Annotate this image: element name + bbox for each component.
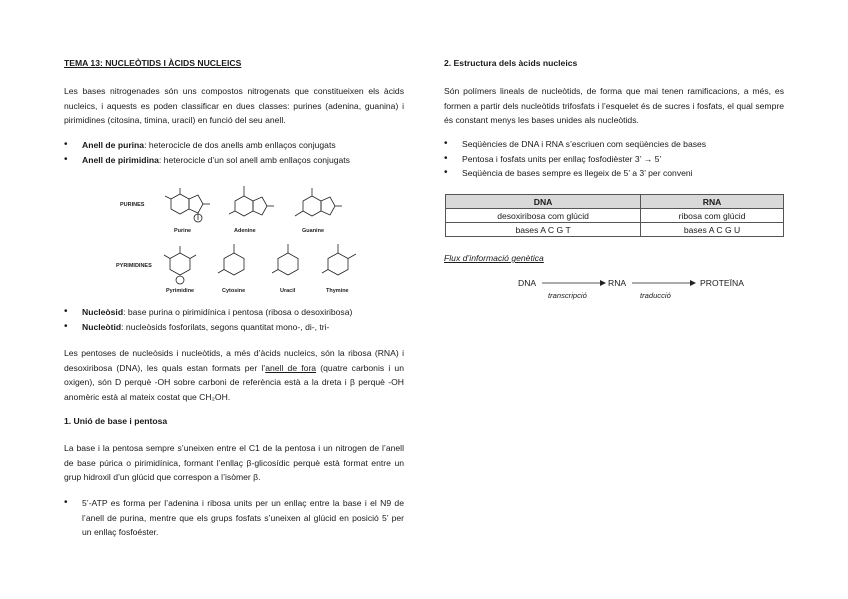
table-row bbox=[446, 209, 784, 223]
thymine-structure bbox=[322, 244, 356, 275]
adenine-structure bbox=[229, 186, 274, 216]
table-row bbox=[446, 223, 784, 237]
flow-protein: PROTEÏNA bbox=[700, 278, 744, 288]
list-item: • Seqüència de bases sempre es llegeix de 5’ a 3’ per conveni bbox=[444, 166, 784, 181]
arrow-head-icon bbox=[690, 280, 696, 286]
purine-structure bbox=[165, 188, 210, 222]
pyrimidines-label: PYRIMIDINES bbox=[116, 263, 152, 269]
nucleoside-list bbox=[64, 305, 404, 334]
flow-step-transcription: transcripció bbox=[548, 291, 587, 300]
ring-list bbox=[64, 138, 404, 167]
pentoses-paragraph: Les pentoses de nucleòsids i nucleòtids, a més d’àcids nucleics, són la ribosa (RNA) i desoxiribosa (DNA), les quals estan formats per l’anell de fora (quatre carbonis i un oxigen), són D perquè -OH sobre carboni de referència està a la dreta i β perquè -OH anomèric està al mateix costat que CH₂OH. bbox=[64, 348, 404, 402]
table-header-dna: DNA bbox=[446, 195, 641, 209]
flux-title: Flux d’informació genètica bbox=[444, 253, 544, 263]
list-item: • Seqüències de DNA i RNA s’escriuen com seqüències de bases bbox=[444, 137, 784, 152]
adenine-label: Adenine bbox=[234, 228, 256, 234]
nitrogenous-bases-figure bbox=[116, 176, 406, 298]
anell-de-fora-link: anell de fora bbox=[265, 362, 317, 373]
flow-step-translation: traducció bbox=[640, 291, 671, 300]
section-2-heading: 2. Estructura dels àcids nucleics bbox=[444, 58, 578, 68]
flow-dna: DNA bbox=[518, 278, 537, 288]
union-paragraph: La base i la pentosa sempre s’uneixen entre el C1 de la pentosa i un nitrogen de l’anell de base púrica o pirimidínica, formant l’enllaç β-glicosídic perquè està format entre un grup hidroxil d’un glúcid que correspon a l’isòmer β. bbox=[64, 443, 404, 482]
list-item: • Anell de purina: heterocicle de dos anells amb enllaços conjugats bbox=[64, 138, 404, 153]
cytosine-label: Cytosine bbox=[222, 288, 246, 294]
table-cell: bases A C G U bbox=[641, 223, 784, 237]
list-item: • Nucleòtid: nucleòsids fosforilats, segons quantitat mono-, di-, tri- bbox=[64, 320, 404, 335]
table-cell: desoxiribosa com glúcid bbox=[446, 209, 641, 223]
table-cell: bases A C G T bbox=[446, 223, 641, 237]
atp-list bbox=[64, 496, 404, 540]
uracil-structure bbox=[272, 244, 298, 275]
flow-rna: RNA bbox=[608, 278, 627, 288]
cytosine-structure bbox=[218, 244, 244, 275]
list-item: • Nucleòsid: base purina o pirimidínica i pentosa (ribosa o desoxiribosa) bbox=[64, 305, 404, 320]
section-1-heading: 1. Unió de base i pentosa bbox=[64, 416, 168, 426]
arrow-head-icon bbox=[600, 280, 606, 286]
purine-label: Purine bbox=[174, 228, 192, 234]
structure-paragraph: Són polímers lineals de nucleòtids, de forma que mai tenen ramificacions, a més, es formen a partir dels nucleòtids trifosfats i l’esquelet és de sucres i fosfats, el qual sempre és constant menys les bases unides als nucleòtids. bbox=[444, 86, 784, 125]
guanine-structure bbox=[295, 188, 342, 216]
genetic-flow-diagram bbox=[514, 274, 774, 302]
structure-list bbox=[444, 137, 784, 181]
page-title: TEMA 13: NUCLEÒTIDS I ÀCIDS NUCLEICS bbox=[64, 58, 242, 68]
list-item: • Anell de pirimidina: heterocicle d’un sol anell amb enllaços conjugats bbox=[64, 153, 404, 168]
table-header-row bbox=[446, 195, 784, 209]
thymine-label: Thymine bbox=[326, 288, 349, 294]
dna-rna-table bbox=[445, 194, 784, 237]
uracil-label: Uracil bbox=[280, 288, 296, 294]
guanine-label: Guanine bbox=[302, 228, 325, 234]
pyrimidine-structure bbox=[164, 246, 196, 284]
table-cell: ribosa com glúcid bbox=[641, 209, 784, 223]
purines-label: PURINES bbox=[120, 202, 145, 208]
pyrimidine-label: Pyrimidine bbox=[166, 288, 195, 294]
list-item: • 5’-ATP es forma per l’adenina i ribosa units per un enllaç entre la base i el N9 de l’anell de purina, mentre que els grups fosfats s’uneixen al glúcid en posició 5’ per un enllaç fosfoéster. bbox=[64, 496, 404, 540]
table-header-rna: RNA bbox=[641, 195, 784, 209]
list-item: • Pentosa i fosfats units per enllaç fosfodièster 3’ → 5’ bbox=[444, 152, 784, 167]
bases-intro: Les bases nitrogenades són uns compostos nitrogenats que constitueixen els àcids nucleics, i aquests es poden classificar en dues classes: purines (adenina, guanina) i pirimidines (citosina, timina, uracil) en funció del seu anell. bbox=[64, 86, 404, 125]
